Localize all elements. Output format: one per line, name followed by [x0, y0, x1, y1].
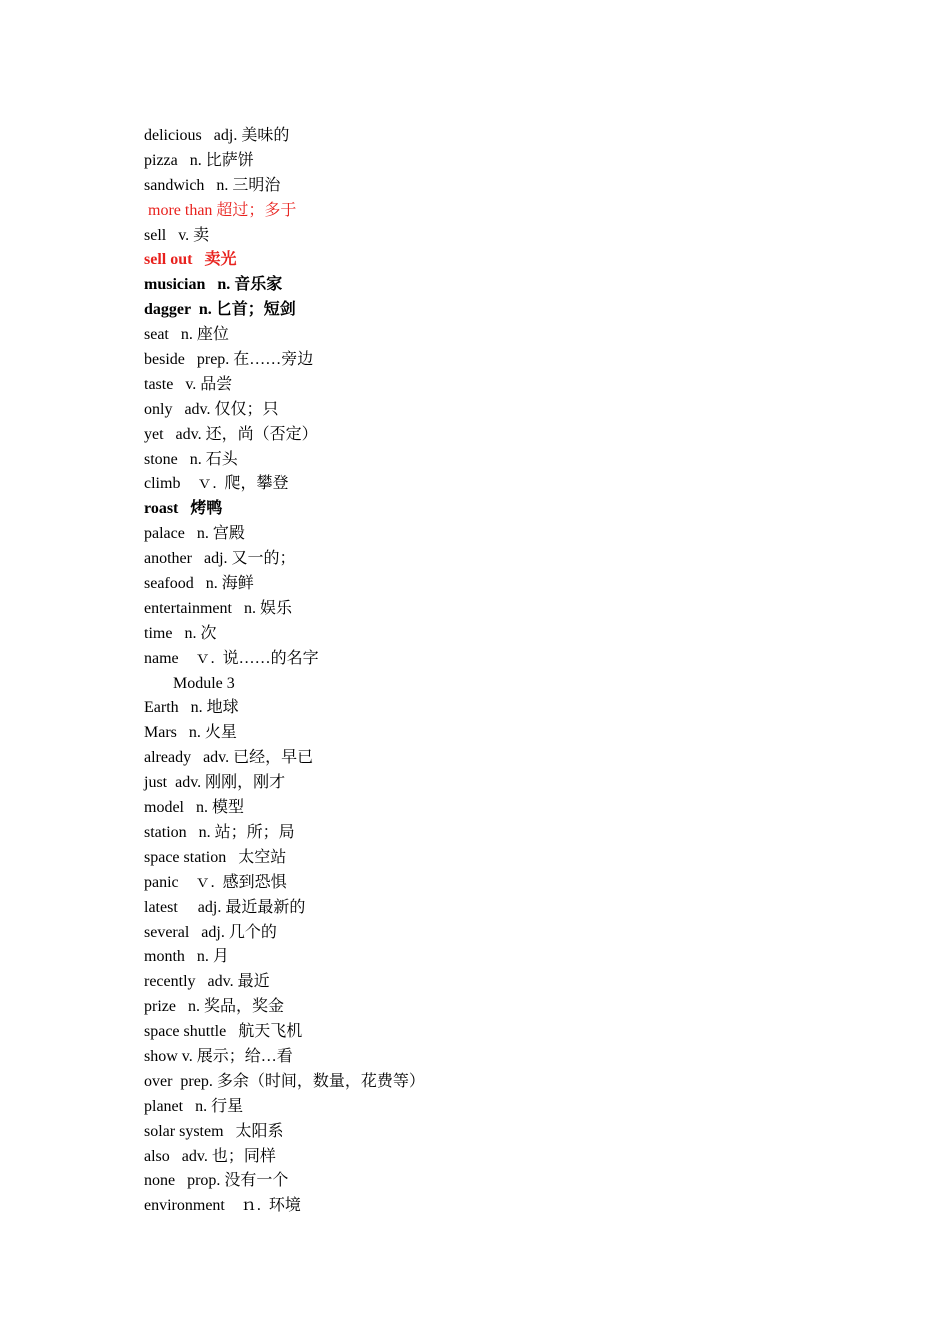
vocab-entry: beside prep. 在……旁边: [144, 351, 314, 369]
vocab-entry: only adv. 仅仅；只: [144, 400, 279, 418]
vocab-entry: name ｖ. 说……的名字: [144, 649, 319, 667]
vocab-entry: environment ｎ. 环境: [144, 1197, 301, 1215]
vocab-entry: dagger n. 匕首；短剑: [144, 301, 296, 319]
vocab-entry: sell out 卖光: [144, 251, 237, 269]
vocab-entry: space shuttle 航天飞机: [144, 1023, 303, 1041]
vocab-entry: Mars n. 火星: [144, 724, 237, 742]
vocab-entry: month n. 月: [144, 948, 229, 966]
vocab-entry: time n. 次: [144, 624, 217, 642]
vocab-entry: latest adj. 最近最新的: [144, 898, 306, 916]
vocab-entry: planet n. 行星: [144, 1097, 244, 1115]
vocab-entry: sell v. 卖: [144, 226, 210, 244]
vocabulary-list: [144, 124, 844, 1219]
vocab-entry: already adv. 已经，早已: [144, 749, 314, 767]
vocab-entry: yet adv. 还，尚（否定）: [144, 425, 318, 443]
module-heading: Module 3: [173, 674, 235, 692]
vocab-entry: musician n. 音乐家: [144, 276, 283, 294]
vocab-entry: sandwich n. 三明治: [144, 176, 281, 194]
vocab-entry: solar system 太阳系: [144, 1122, 284, 1140]
vocab-entry: stone n. 石头: [144, 450, 238, 468]
vocab-entry: roast 烤鸭: [144, 500, 223, 518]
vocab-entry: climb ｖ. 爬，攀登: [144, 475, 289, 493]
vocab-entry: delicious adj. 美味的: [144, 127, 290, 144]
vocab-entry: seat n. 座位: [144, 326, 229, 344]
vocab-entry: pizza n. 比萨饼: [144, 151, 254, 169]
vocab-entry: several adj. 几个的: [144, 923, 277, 941]
vocab-entry: just adv. 刚刚，刚才: [144, 774, 286, 792]
vocab-entry: show v. 展示；给…看: [144, 1047, 293, 1065]
vocab-entry: palace n. 宫殿: [144, 525, 245, 543]
vocab-entry: recently adv. 最近: [144, 973, 270, 991]
vocab-entry: space station 太空站: [144, 848, 287, 866]
vocab-entry: prize n. 奖品，奖金: [144, 998, 284, 1016]
vocab-entry: none prop. 没有一个: [144, 1172, 289, 1190]
vocab-entry: more than 超过；多于: [144, 201, 297, 219]
vocab-entry: over prep. 多余（时间，数量，花费等）: [144, 1072, 425, 1090]
vocab-entry: another adj. 又一的；: [144, 550, 296, 568]
vocab-entry: model n. 模型: [144, 799, 244, 817]
vocab-entry: taste v. 品尝: [144, 375, 233, 393]
vocab-entry: seafood n. 海鲜: [144, 575, 254, 593]
vocab-entry: panic ｖ. 感到恐惧: [144, 873, 287, 891]
vocab-entry: also adv. 也；同样: [144, 1147, 276, 1165]
vocab-entry: Earth n. 地球: [144, 699, 239, 717]
vocab-entry: entertainment n. 娱乐: [144, 599, 292, 617]
vocab-entry: station n. 站；所；局: [144, 823, 295, 841]
